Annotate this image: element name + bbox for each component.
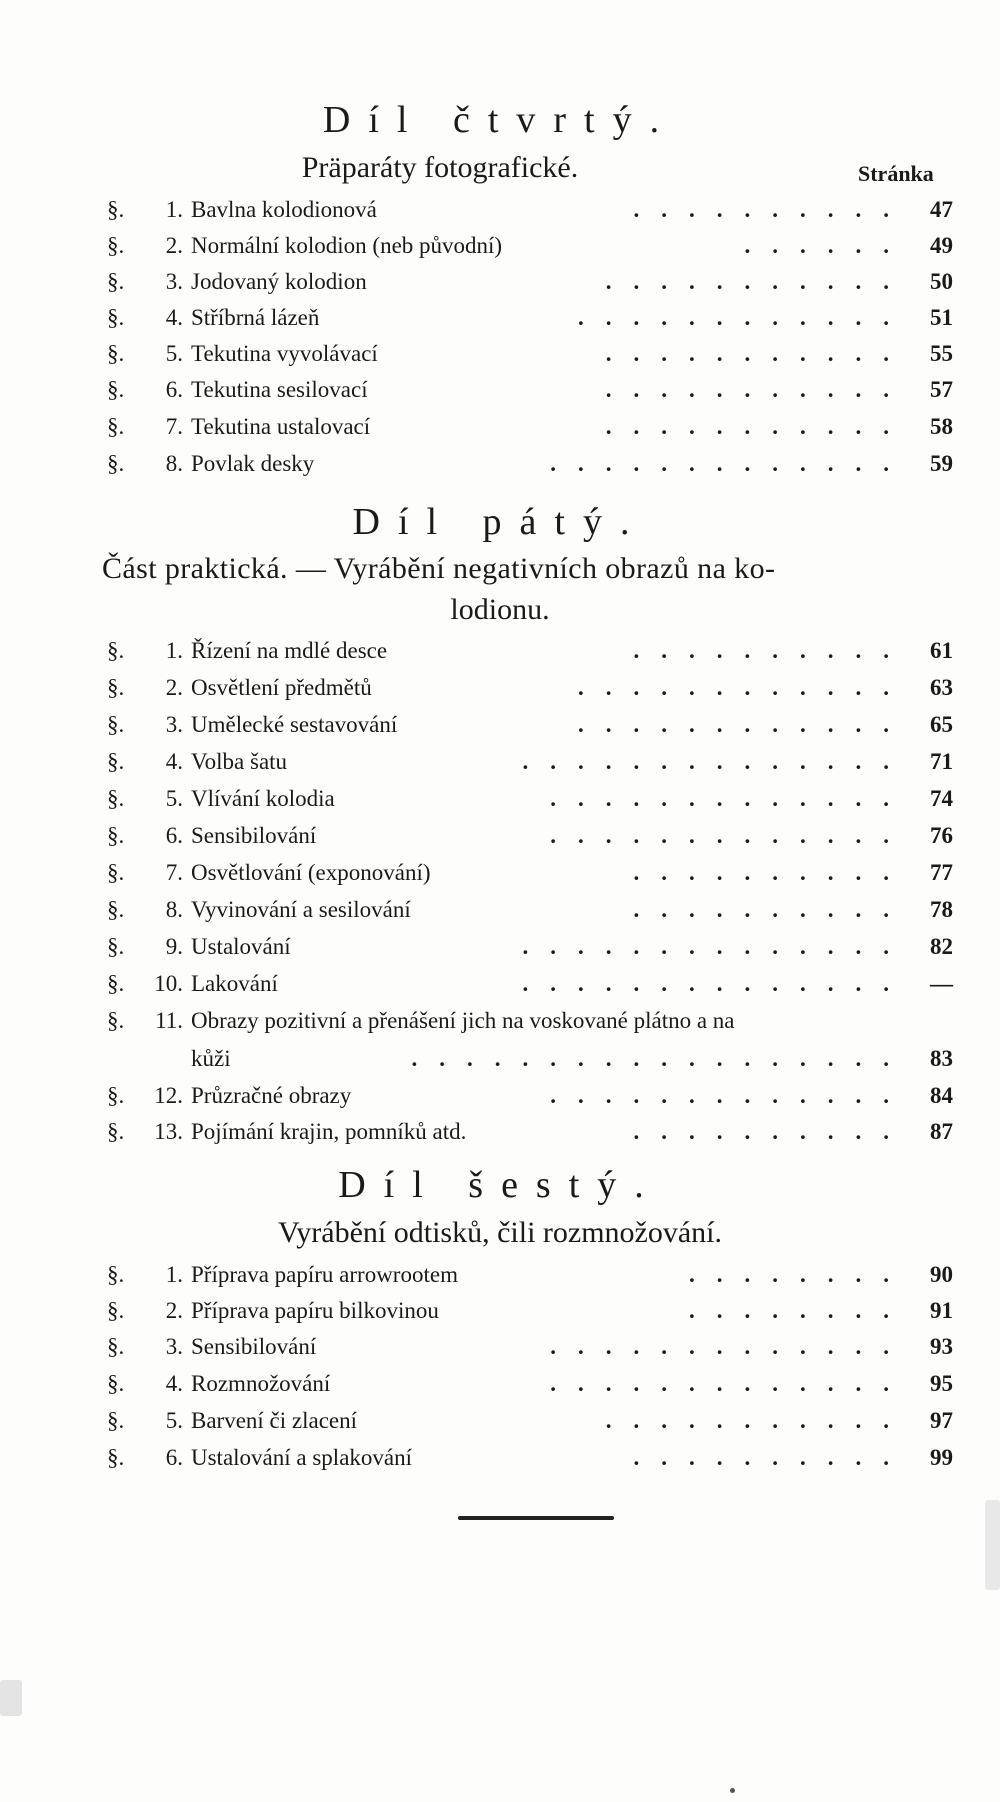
entry-number: 7. bbox=[165, 860, 183, 885]
section-sign: §. bbox=[107, 414, 125, 439]
section-sign: §. bbox=[107, 823, 125, 848]
entry-number: 5. bbox=[165, 786, 183, 811]
scan-shadow bbox=[0, 1680, 22, 1716]
entry-title: Ustalování bbox=[191, 934, 291, 959]
dot-leader: .......... bbox=[633, 1119, 911, 1144]
entry-title: Ustalování a splakování bbox=[191, 1445, 413, 1470]
entry-page: 65 bbox=[930, 712, 953, 737]
entry-title: Osvětlení předmětů bbox=[191, 675, 372, 700]
entry-page: 95 bbox=[930, 1371, 953, 1396]
scan-speck bbox=[730, 1788, 735, 1793]
toc-entry[interactable] bbox=[107, 1081, 953, 1111]
entry-title-continuation: kůži bbox=[191, 1046, 231, 1071]
toc-entry[interactable] bbox=[107, 195, 953, 225]
section-sign: §. bbox=[107, 1445, 125, 1470]
toc-entry[interactable] bbox=[107, 636, 953, 666]
entry-page: 77 bbox=[930, 860, 953, 885]
dot-leader: ............. bbox=[550, 823, 911, 848]
entry-number: 8. bbox=[165, 451, 183, 476]
section-sign: §. bbox=[107, 451, 125, 476]
entry-page: 76 bbox=[930, 823, 953, 848]
entry-page: 55 bbox=[930, 341, 953, 366]
toc-entry[interactable] bbox=[107, 267, 953, 297]
dot-leader: ........... bbox=[605, 414, 911, 439]
entry-number: 6. bbox=[165, 1445, 183, 1470]
toc-entry[interactable] bbox=[107, 821, 953, 851]
entry-title: Povlak desky bbox=[191, 451, 315, 476]
entry-number: 3. bbox=[165, 1334, 183, 1359]
entry-title: Volba šatu bbox=[191, 749, 288, 774]
dot-leader: ............. bbox=[550, 786, 911, 811]
entry-number: 3. bbox=[165, 269, 183, 294]
entry-page: 63 bbox=[930, 675, 953, 700]
entry-title: Sensibilování bbox=[191, 1334, 317, 1359]
toc-entry[interactable] bbox=[107, 895, 953, 925]
dot-leader: ........... bbox=[605, 377, 911, 402]
entry-page: 61 bbox=[930, 638, 953, 663]
toc-entry[interactable] bbox=[107, 858, 953, 888]
section-sign: §. bbox=[107, 305, 125, 330]
toc-entry[interactable] bbox=[107, 784, 953, 814]
dot-leader: .............. bbox=[522, 749, 911, 774]
entry-page: 90 bbox=[930, 1262, 953, 1287]
dot-leader: .............. bbox=[522, 971, 911, 996]
section-sign: §. bbox=[107, 1298, 125, 1323]
section-sign: §. bbox=[107, 1119, 125, 1144]
entry-page: 87 bbox=[930, 1119, 953, 1144]
entry-page: 74 bbox=[930, 786, 953, 811]
dot-leader: ............. bbox=[550, 451, 911, 476]
entry-page: 82 bbox=[930, 934, 953, 959]
section-sign: §. bbox=[107, 377, 125, 402]
entry-number: 6. bbox=[165, 377, 183, 402]
toc-entry[interactable] bbox=[107, 969, 953, 999]
entry-title: Příprava papíru bilkovinou bbox=[191, 1298, 439, 1323]
entry-number: 5. bbox=[165, 341, 183, 366]
toc-entry[interactable] bbox=[107, 339, 953, 369]
section-sign: §. bbox=[107, 233, 125, 258]
entry-title: Jodovaný kolodion bbox=[191, 269, 367, 294]
dot-leader: ........ bbox=[689, 1298, 911, 1323]
toc-entry[interactable] bbox=[107, 673, 953, 703]
dot-leader: ............ bbox=[578, 305, 911, 330]
dot-leader: ............. bbox=[550, 1083, 911, 1108]
section-sign: §. bbox=[107, 897, 125, 922]
entry-number: 2. bbox=[165, 1298, 183, 1323]
entry-page: 47 bbox=[930, 197, 953, 222]
toc-entry[interactable] bbox=[107, 412, 953, 442]
part-subtitle-6: Vyrábění odtisků, čili rozmnožování. bbox=[277, 1216, 723, 1249]
page-column-heading: Stránka bbox=[858, 161, 934, 186]
section-sign: §. bbox=[107, 971, 125, 996]
toc-entry[interactable] bbox=[107, 1296, 953, 1326]
section-sign: §. bbox=[107, 860, 125, 885]
entry-title: Rozmnožování bbox=[191, 1371, 331, 1396]
toc-entry[interactable] bbox=[107, 1117, 953, 1147]
section-sign: §. bbox=[107, 269, 125, 294]
entry-number: 1. bbox=[165, 197, 183, 222]
entry-page: 59 bbox=[930, 451, 953, 476]
entry-number: 4. bbox=[165, 305, 183, 330]
entry-number: 8. bbox=[165, 897, 183, 922]
dot-leader: .......... bbox=[633, 197, 911, 222]
section-sign: §. bbox=[107, 1371, 125, 1396]
part-title-6: Díl šestý. bbox=[338, 1164, 662, 1206]
entry-number: 10. bbox=[154, 971, 183, 996]
dot-leader: ............ bbox=[578, 712, 911, 737]
entry-page: 58 bbox=[930, 414, 953, 439]
section-sign: §. bbox=[107, 934, 125, 959]
section-sign: §. bbox=[107, 1408, 125, 1433]
entry-title: Průzračné obrazy bbox=[191, 1083, 352, 1108]
part-subtitle-5-line1: Část praktická. — Vyrábění negativních obrazů na ko- bbox=[102, 552, 776, 585]
entry-title: Osvětlování (exponování) bbox=[191, 860, 431, 885]
entry-title: Stříbrná lázeň bbox=[191, 305, 320, 330]
dot-leader: .............. bbox=[522, 934, 911, 959]
entry-page: 71 bbox=[930, 749, 953, 774]
toc-entry[interactable] bbox=[107, 932, 953, 962]
dot-leader: .................. bbox=[411, 1046, 911, 1071]
toc-entry[interactable] bbox=[107, 747, 953, 777]
dot-leader: ............. bbox=[550, 1371, 911, 1396]
section-sign: §. bbox=[107, 197, 125, 222]
toc-entry[interactable] bbox=[107, 1332, 953, 1362]
section-sign: §. bbox=[107, 1083, 125, 1108]
entry-page: 91 bbox=[930, 1298, 953, 1323]
dot-leader: ........... bbox=[605, 1408, 911, 1433]
toc-entry[interactable] bbox=[107, 375, 953, 405]
dot-leader: .......... bbox=[633, 860, 911, 885]
entry-number: 2. bbox=[165, 675, 183, 700]
section-sign: §. bbox=[107, 749, 125, 774]
entry-title: Umělecké sestavování bbox=[191, 712, 398, 737]
entry-title: Příprava papíru arrowrootem bbox=[191, 1262, 458, 1287]
entry-title: Tekutina vyvolávací bbox=[191, 341, 378, 366]
entry-number: 2. bbox=[165, 233, 183, 258]
entry-page: 57 bbox=[930, 377, 953, 402]
dot-leader: ...... bbox=[744, 233, 911, 258]
entry-page: — bbox=[930, 971, 953, 996]
section-sign: §. bbox=[107, 1334, 125, 1359]
section-sign: §. bbox=[107, 786, 125, 811]
entry-title: Barvení či zlacení bbox=[191, 1408, 358, 1433]
section-sign: §. bbox=[107, 1262, 125, 1287]
entry-title: Řízení na mdlé desce bbox=[191, 638, 388, 663]
entry-page: 97 bbox=[930, 1408, 953, 1433]
entry-title: Bavlna kolodionová bbox=[191, 197, 377, 222]
entry-title: Lakování bbox=[191, 971, 278, 996]
toc-entry[interactable] bbox=[107, 231, 953, 261]
part-subtitle-4: Präparáty fotografické. bbox=[301, 151, 579, 184]
entry-page: 49 bbox=[930, 233, 953, 258]
dot-leader: .......... bbox=[633, 897, 911, 922]
part-title-4: Díl čtvrtý. bbox=[322, 99, 678, 141]
end-rule bbox=[458, 1516, 614, 1520]
entry-number: 6. bbox=[165, 823, 183, 848]
entry-number: 4. bbox=[165, 749, 183, 774]
entry-page: 51 bbox=[930, 305, 953, 330]
dot-leader: ............ bbox=[578, 675, 911, 700]
section-sign: §. bbox=[107, 675, 125, 700]
section-sign: §. bbox=[107, 1008, 125, 1033]
scan-shadow bbox=[985, 1500, 1000, 1590]
section-sign: §. bbox=[107, 712, 125, 737]
entry-number: 5. bbox=[165, 1408, 183, 1433]
entry-title: Vyvinování a sesilování bbox=[191, 897, 411, 922]
entry-title: Pojímání krajin, pomníků atd. bbox=[191, 1119, 467, 1144]
entry-number: 4. bbox=[165, 1371, 183, 1396]
section-sign: §. bbox=[107, 341, 125, 366]
entry-title: Obrazy pozitivní a přenášení jich na voskované plátno a na bbox=[191, 1008, 735, 1033]
entry-title: Vlívání kolodia bbox=[191, 786, 335, 811]
part-title-5: Díl pátý. bbox=[352, 501, 648, 543]
entry-page: 99 bbox=[930, 1445, 953, 1470]
part-subtitle-5-line2: lodionu. bbox=[450, 593, 550, 626]
toc-entry[interactable] bbox=[107, 1369, 953, 1399]
entry-number: 12. bbox=[154, 1083, 183, 1108]
dot-leader: ........... bbox=[605, 269, 911, 294]
dot-leader: .......... bbox=[633, 638, 911, 663]
entry-page: 50 bbox=[930, 269, 953, 294]
entry-page: 83 bbox=[930, 1046, 953, 1071]
toc-entry[interactable] bbox=[107, 1406, 953, 1436]
dot-leader: ............. bbox=[550, 1334, 911, 1359]
entry-page: 84 bbox=[930, 1083, 953, 1108]
toc-entry[interactable] bbox=[107, 1260, 953, 1290]
entry-title: Normální kolodion (neb původní) bbox=[191, 233, 503, 258]
entry-number: 1. bbox=[165, 638, 183, 663]
entry-page: 78 bbox=[930, 897, 953, 922]
entry-number: 11. bbox=[155, 1008, 183, 1033]
toc-entry[interactable] bbox=[107, 710, 953, 740]
entry-number: 3. bbox=[165, 712, 183, 737]
entry-page: 93 bbox=[930, 1334, 953, 1359]
dot-leader: ........... bbox=[605, 341, 911, 366]
entry-number: 9. bbox=[165, 934, 183, 959]
entry-number: 7. bbox=[165, 414, 183, 439]
entry-title: Sensibilování bbox=[191, 823, 317, 848]
dot-leader: ........ bbox=[689, 1262, 911, 1287]
section-sign: §. bbox=[107, 638, 125, 663]
toc-entry[interactable] bbox=[107, 1443, 953, 1473]
toc-entry[interactable] bbox=[107, 1006, 953, 1076]
entry-number: 1. bbox=[165, 1262, 183, 1287]
entry-number: 13. bbox=[154, 1119, 183, 1144]
dot-leader: .......... bbox=[633, 1445, 911, 1470]
toc-entry[interactable] bbox=[107, 449, 953, 479]
entry-title: Tekutina ustalovací bbox=[191, 414, 371, 439]
entry-title: Tekutina sesilovací bbox=[191, 377, 368, 402]
toc-entry[interactable] bbox=[107, 303, 953, 333]
